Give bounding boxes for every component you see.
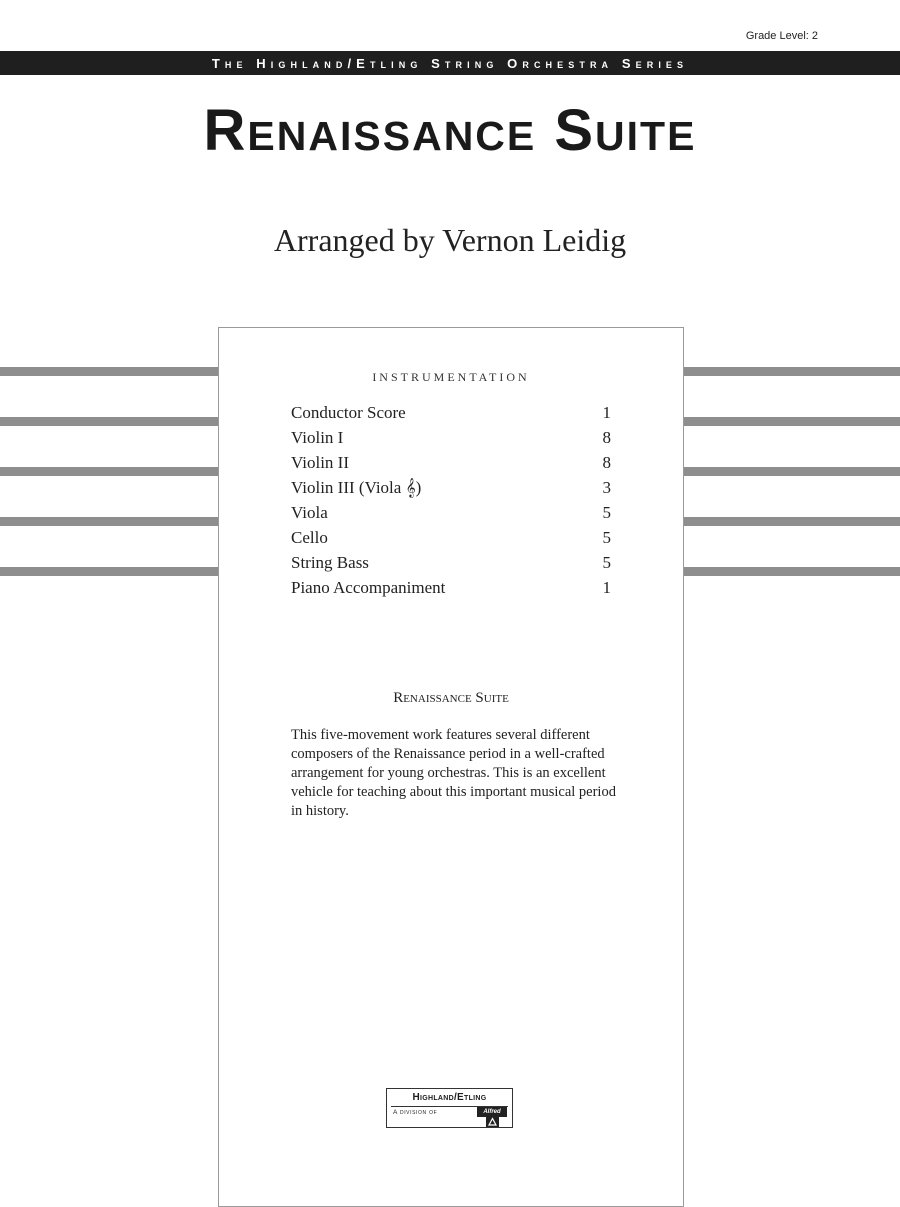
list-item	[291, 400, 611, 425]
description-heading: Renaissance Suite	[393, 690, 509, 706]
logo-subtitle: A division of	[393, 1109, 438, 1116]
staff-line	[684, 517, 900, 526]
page-title: Renaissance Suite	[203, 98, 697, 163]
instrument-count: 8	[602, 428, 611, 447]
list-item	[291, 525, 611, 550]
instrument-name: Viola	[291, 503, 328, 522]
instrument-name: Violin I	[291, 428, 344, 447]
list-item	[291, 500, 611, 525]
instrument-name: String Bass	[291, 553, 369, 572]
staff-line	[684, 567, 900, 576]
arranger-credit: Arranged by Vernon Leidig	[273, 222, 627, 258]
instrument-name: Violin III (Viola 𝄞)	[291, 478, 422, 497]
logo-name: Highland/Etling	[412, 1092, 487, 1103]
instrument-count: 5	[602, 553, 611, 572]
list-item	[291, 475, 611, 500]
publisher-logo	[386, 1088, 513, 1128]
instrument-name: Violin II	[291, 453, 349, 472]
series-banner: The Highland/Etling String Orchestra Series	[0, 51, 900, 75]
instrumentation-heading: INSTRUMENTATION	[372, 370, 530, 384]
instrument-count: 1	[602, 578, 611, 597]
instrument-name: Piano Accompaniment	[291, 578, 446, 597]
list-item	[291, 450, 611, 475]
instrument-count: 5	[602, 503, 611, 522]
staff-line	[684, 367, 900, 376]
instrument-count: 1	[602, 403, 611, 422]
info-panel	[218, 327, 684, 1207]
staff-line	[0, 367, 218, 376]
description-text: This five-movement work features several different composers of the Renaissance period in a well-crafted arrangement for young orchestras. This is an excellent vehicle for teaching about this important musical period in history.	[291, 727, 616, 819]
logo-brand: Alfred	[477, 1107, 507, 1117]
staff-line	[0, 467, 218, 476]
instrumentation-list	[291, 400, 611, 600]
instrument-count: 3	[602, 478, 611, 497]
instrument-count: 5	[602, 528, 611, 547]
staff-line	[0, 417, 218, 426]
list-item	[291, 550, 611, 575]
instrument-name: Conductor Score	[291, 403, 406, 422]
instrument-name: Cello	[291, 528, 328, 547]
staff-line	[684, 467, 900, 476]
staff-line	[684, 417, 900, 426]
list-item	[291, 575, 611, 600]
alfred-emblem-icon	[486, 1117, 499, 1127]
grade-level: Grade Level: 2	[745, 30, 818, 42]
staff-line	[0, 567, 218, 576]
staff-line	[0, 517, 218, 526]
instrument-count: 8	[602, 453, 611, 472]
list-item	[291, 425, 611, 450]
